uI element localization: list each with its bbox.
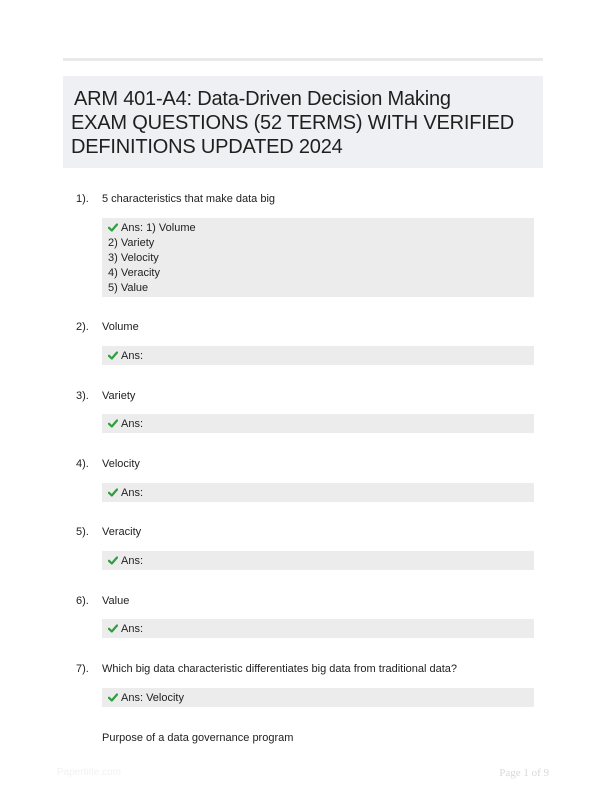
answer-text: Ans: — [121, 350, 144, 362]
answer-line — [108, 486, 528, 501]
question-number: 3). — [76, 390, 89, 402]
question-text: Variety — [102, 390, 136, 402]
answer-text: Ans: — [121, 623, 144, 635]
question-text: 5 characteristics that make data big — [102, 193, 276, 205]
question-text: Velocity — [102, 458, 140, 470]
answer-line — [108, 349, 528, 364]
answer-box — [102, 551, 534, 570]
answer-line — [108, 221, 528, 236]
answer-text: Ans: — [121, 555, 144, 567]
document-title-line-1: ARM 401-A4: Data-Driven Decision Making — [74, 88, 451, 110]
question-number: 2). — [76, 321, 89, 333]
check-icon — [108, 223, 118, 232]
check-icon — [108, 488, 118, 497]
answer-line: 2) Variety — [108, 237, 155, 249]
answer-line — [108, 691, 528, 706]
answer-box — [102, 619, 534, 638]
answer-box — [102, 483, 534, 502]
document-title-line-2: EXAM QUESTIONS (52 TERMS) WITH VERIFIED — [71, 112, 514, 134]
question-text: Purpose of a data governance program — [102, 732, 294, 744]
question-text: Value — [102, 595, 130, 607]
answer-text: Ans: — [121, 487, 144, 499]
answer-line — [108, 554, 528, 569]
document-title-box — [63, 76, 543, 168]
answer-line — [108, 622, 528, 637]
page-number: Page 1 of 9 — [499, 767, 549, 779]
question-number: 6). — [76, 595, 89, 607]
answer-line — [108, 417, 528, 432]
answer-line: 4) Veracity — [108, 267, 160, 279]
question-text: Veracity — [102, 526, 142, 538]
answer-text: Ans: Velocity — [121, 692, 184, 704]
answer-text: Ans: 1) Volume — [121, 222, 196, 234]
answer-line: 3) Velocity — [108, 252, 159, 264]
answer-box — [102, 346, 534, 365]
answer-box — [102, 414, 534, 433]
top-divider — [63, 58, 543, 61]
question-number: 5). — [76, 526, 89, 538]
check-icon — [108, 351, 118, 360]
question-number: 4). — [76, 458, 89, 470]
question-text: Volume — [102, 321, 139, 333]
answer-box — [102, 218, 534, 297]
check-icon — [108, 556, 118, 565]
check-icon — [108, 624, 118, 633]
answer-box — [102, 688, 534, 707]
answer-text: Ans: — [121, 418, 144, 430]
footer-watermark: Papertitle.com — [57, 767, 121, 778]
question-number: 1). — [76, 193, 89, 205]
answer-line: 5) Value — [108, 282, 149, 294]
document-title-line-3: DEFINITIONS UPDATED 2024 — [71, 136, 343, 158]
question-number: 7). — [76, 663, 89, 675]
question-text: Which big data characteristic differentiates big data from traditional data? — [102, 663, 458, 675]
check-icon — [108, 419, 118, 428]
check-icon — [108, 693, 118, 702]
